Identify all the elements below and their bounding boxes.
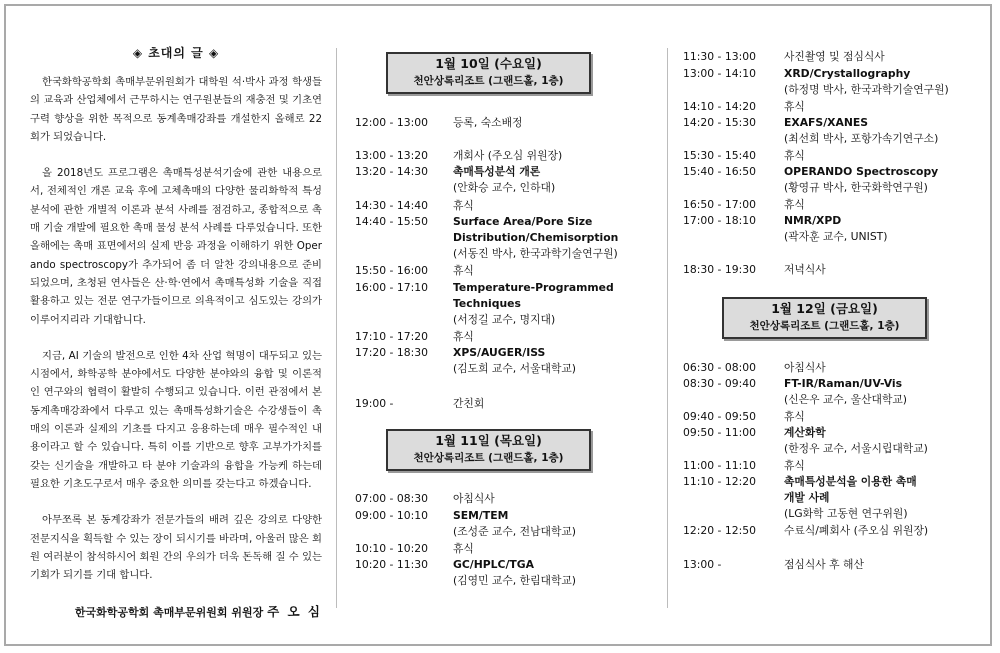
session-time: 10:20 - 11:30 <box>355 558 428 571</box>
session-body <box>453 329 474 345</box>
session-time: 14:20 - 15:30 <box>683 116 756 129</box>
session-body <box>784 148 805 164</box>
session-body <box>453 148 562 164</box>
session-time: 14:40 - 15:50 <box>355 215 428 228</box>
session-title: GC/HPLC/TGA <box>453 558 535 571</box>
session-speaker: (신은우 교수, 울산대학교) <box>784 393 908 406</box>
session-title: NMR/XPD <box>784 214 842 227</box>
session-body <box>784 557 864 573</box>
session-time: 07:00 - 08:30 <box>355 492 428 505</box>
session-title: 등록, 숙소배정 <box>453 116 523 129</box>
session-title: 사진촬영 및 점심식사 <box>784 50 885 63</box>
session-title: Distribution/Chemisorption <box>453 231 619 244</box>
session-body <box>784 49 885 65</box>
day3-header <box>722 297 927 339</box>
session-speaker: (안화승 교수, 인하대) <box>453 181 556 194</box>
session-time: 12:20 - 12:50 <box>683 524 756 537</box>
session-body <box>453 198 474 214</box>
invitation-paragraph: 지금, AI 기술의 발전으로 인한 4차 산업 혁명이 대두되고 있는 시점에서, 화학공학 분야에서도 다양한 분야와의 융합 및 이론적인 연구와의 협력이 활발히 수행되고 있습니다. 이런 관점에서 본 동계촉매강좌에서 다루고 있는 촉매특성화기술은 수강생들이 촉매의 이론과 실제의 기초를 다지고 응용하는데 매우 필수적인 내용이라고 할 수 있습니다. 특히 이를 기반으로 향후 고부가가치를 갖는 신기술을 개발하고 타 분야 기술과의 융합을 가능케 하는데 필요한 기초도구로서 매우 중요한 의미를 갖는다고 하겠습니다. <box>30 349 322 490</box>
session-body <box>453 557 576 589</box>
session-body <box>453 396 484 412</box>
session-time: 11:10 - 12:20 <box>683 475 756 488</box>
session-title: 휴식 <box>784 149 805 162</box>
session-title: 휴식 <box>453 264 474 277</box>
session-body <box>453 164 555 196</box>
session-title: XRD/Crystallography <box>784 67 911 80</box>
day1-venue: 천안상록리조트 (그랜드홀, 1층) <box>413 75 564 87</box>
column-divider-2 <box>667 48 668 608</box>
session-time: 10:10 - 10:20 <box>355 542 428 555</box>
session-title: 휴식 <box>784 410 805 423</box>
signature-name: 주 오 심 <box>267 604 322 620</box>
session-time: 12:00 - 13:00 <box>355 116 428 129</box>
session-title: FT-IR/Raman/UV-Vis <box>784 377 903 390</box>
session-body <box>784 360 826 376</box>
session-title: 휴식 <box>784 100 805 113</box>
session-time: 14:30 - 14:40 <box>355 199 428 212</box>
session-time: 16:00 - 17:10 <box>355 281 428 294</box>
day3-venue: 천안상록리조트 (그랜드홀, 1층) <box>749 320 900 332</box>
session-speaker: (조성준 교수, 전남대학교) <box>453 525 577 538</box>
session-title: 계산화학 <box>784 426 826 439</box>
session-body <box>784 458 805 474</box>
session-time: 09:40 - 09:50 <box>683 410 756 423</box>
session-title: EXAFS/XANES <box>784 116 869 129</box>
session-speaker: (최선희 박사, 포항가속기연구소) <box>784 132 939 145</box>
session-body <box>453 280 614 328</box>
invitation-paragraph: 한국화학공학회 촉매부문위원회가 대학원 석·박사 과정 학생들의 교육과 산업체에서 근무하시는 연구원분들의 재충전 및 기초연구력 향상을 위한 목적으로 동계촉매강좌를 개설한지 올해로 22회가 되었습니다. <box>30 76 322 143</box>
session-title: 휴식 <box>784 459 805 472</box>
session-title: 간친회 <box>453 397 485 410</box>
invitation-paragraph: 아무쪼록 본 동계강좌가 전문가들의 배려 깊은 강의로 다양한 전문지식을 획득할 수 있는 장이 되시기를 바라며, 아울러 많은 회원 여러분이 참석하시어 회원 간의 우의가 더욱 돈독해 질 수 있는 기회가 되기를 기대 합니다. <box>30 514 322 582</box>
session-time: 16:50 - 17:00 <box>683 198 756 211</box>
session-time: 13:00 - <box>683 558 722 571</box>
session-time: 09:00 - 10:10 <box>355 509 428 522</box>
session-time: 13:20 - 14:30 <box>355 165 428 178</box>
signature-org: 한국화학공학회 촉매부문위원회 위원장 <box>74 606 264 620</box>
session-body <box>784 66 949 98</box>
session-body <box>784 164 938 196</box>
session-title: OPERANDO Spectroscopy <box>784 165 939 178</box>
session-body <box>784 409 805 425</box>
session-title: 휴식 <box>784 198 805 211</box>
session-body <box>453 345 576 377</box>
session-time: 18:30 - 19:30 <box>683 263 756 276</box>
session-body <box>784 474 917 522</box>
session-title: 촉매특성분석을 이용한 촉매 <box>784 475 917 488</box>
session-title: 점심식사 후 해산 <box>784 558 864 571</box>
session-time: 08:30 - 09:40 <box>683 377 756 390</box>
session-speaker: (LG화학 고동현 연구위원) <box>784 507 908 520</box>
session-time: 09:50 - 11:00 <box>683 426 756 439</box>
day2-title: 1월 11일 (목요일) <box>435 433 542 448</box>
session-speaker: (하정명 박사, 한국과학기술연구원) <box>784 83 949 96</box>
session-title: XPS/AUGER/ISS <box>453 346 546 359</box>
session-title: Temperature-Programmed <box>453 281 614 294</box>
session-body <box>453 263 474 279</box>
session-body <box>453 541 474 557</box>
session-body <box>784 523 928 539</box>
session-body <box>784 99 805 115</box>
session-body <box>784 213 887 245</box>
session-title: Techniques <box>453 297 521 310</box>
session-title: 촉매특성분석 개론 <box>453 165 541 178</box>
session-time: 11:30 - 13:00 <box>683 50 756 63</box>
session-speaker: (서동진 박사, 한국과학기술연구원) <box>453 247 618 260</box>
day1-header <box>386 52 591 94</box>
session-time: 17:00 - 18:10 <box>683 214 756 227</box>
day3-title: 1월 12일 (금요일) <box>771 301 878 316</box>
column-divider-1 <box>336 48 337 608</box>
session-title: 아침식사 <box>784 361 826 374</box>
session-body <box>784 115 938 147</box>
session-time: 17:10 - 17:20 <box>355 330 428 343</box>
session-time: 19:00 - <box>355 397 394 410</box>
session-title: 휴식 <box>453 542 474 555</box>
session-speaker: (황영규 박사, 한국화학연구원) <box>784 181 928 194</box>
session-body <box>453 115 522 131</box>
session-body <box>453 491 495 507</box>
session-speaker: (김영민 교수, 한림대학교) <box>453 574 577 587</box>
invitation-letter <box>30 44 322 620</box>
session-title: 저녁식사 <box>784 263 826 276</box>
session-time: 13:00 - 14:10 <box>683 67 756 80</box>
session-title: 휴식 <box>453 330 474 343</box>
session-title: 아침식사 <box>453 492 495 505</box>
day2-venue: 천안상록리조트 (그랜드홀, 1층) <box>413 452 564 464</box>
session-speaker: (곽자훈 교수, UNIST) <box>784 230 888 243</box>
session-time: 13:00 - 13:20 <box>355 149 428 162</box>
session-title: 수료식/폐회사 (주오심 위원장) <box>784 524 929 537</box>
invitation-title: ◈ 초대의 글 ◈ <box>132 46 220 60</box>
session-time: 15:40 - 16:50 <box>683 165 756 178</box>
session-time: 11:00 - 11:10 <box>683 459 756 472</box>
session-title: SEM/TEM <box>453 509 509 522</box>
day1-title: 1월 10일 (수요일) <box>435 56 542 71</box>
session-time: 06:30 - 08:00 <box>683 361 756 374</box>
session-time: 15:50 - 16:00 <box>355 264 428 277</box>
invitation-paragraph: 올 2018년도 프로그램은 촉매특성분석기술에 관한 내용으로서, 전체적인 개론 교육 후에 고체촉매의 다양한 물리화학적 특성 분석에 관한 개별적 이론과 분석 사례를 점검하고, 종합적으로 촉매 기술 개발에 필요한 촉매 물성 분석 사례를 다루었습니다. 또한 올해에는 촉매 표면에서의 실제 반응 과정을 이해하기 위한 Operando spectroscopy가 추가되어 좀 더 알찬 강의내용으로 준비되었으며, 초청된 연사들은 산·학·연에서 촉매특성화 기술을 직접 활용하고 있는 전문 연구가들이므로 의욕적이고 심도있는 강의가 이루어지리라 기대합니다. <box>30 167 322 326</box>
session-body <box>784 197 805 213</box>
signature-line <box>30 602 322 620</box>
session-body <box>784 262 826 278</box>
session-body <box>453 214 618 262</box>
day2-header <box>386 429 591 471</box>
session-speaker: (한정우 교수, 서울시립대학교) <box>784 442 928 455</box>
session-body <box>784 376 907 408</box>
session-time: 17:20 - 18:30 <box>355 346 428 359</box>
session-time: 15:30 - 15:40 <box>683 149 756 162</box>
session-title: 개회사 (주오심 위원장) <box>453 149 563 162</box>
session-body <box>453 508 576 540</box>
session-title: 휴식 <box>453 199 474 212</box>
session-body <box>784 425 928 457</box>
session-speaker: (김도희 교수, 서울대학교) <box>453 362 577 375</box>
session-speaker: (서정길 교수, 명지대) <box>453 313 556 326</box>
session-time: 14:10 - 14:20 <box>683 100 756 113</box>
session-title: 개발 사례 <box>784 491 830 504</box>
session-title: Surface Area/Pore Size <box>453 215 593 228</box>
